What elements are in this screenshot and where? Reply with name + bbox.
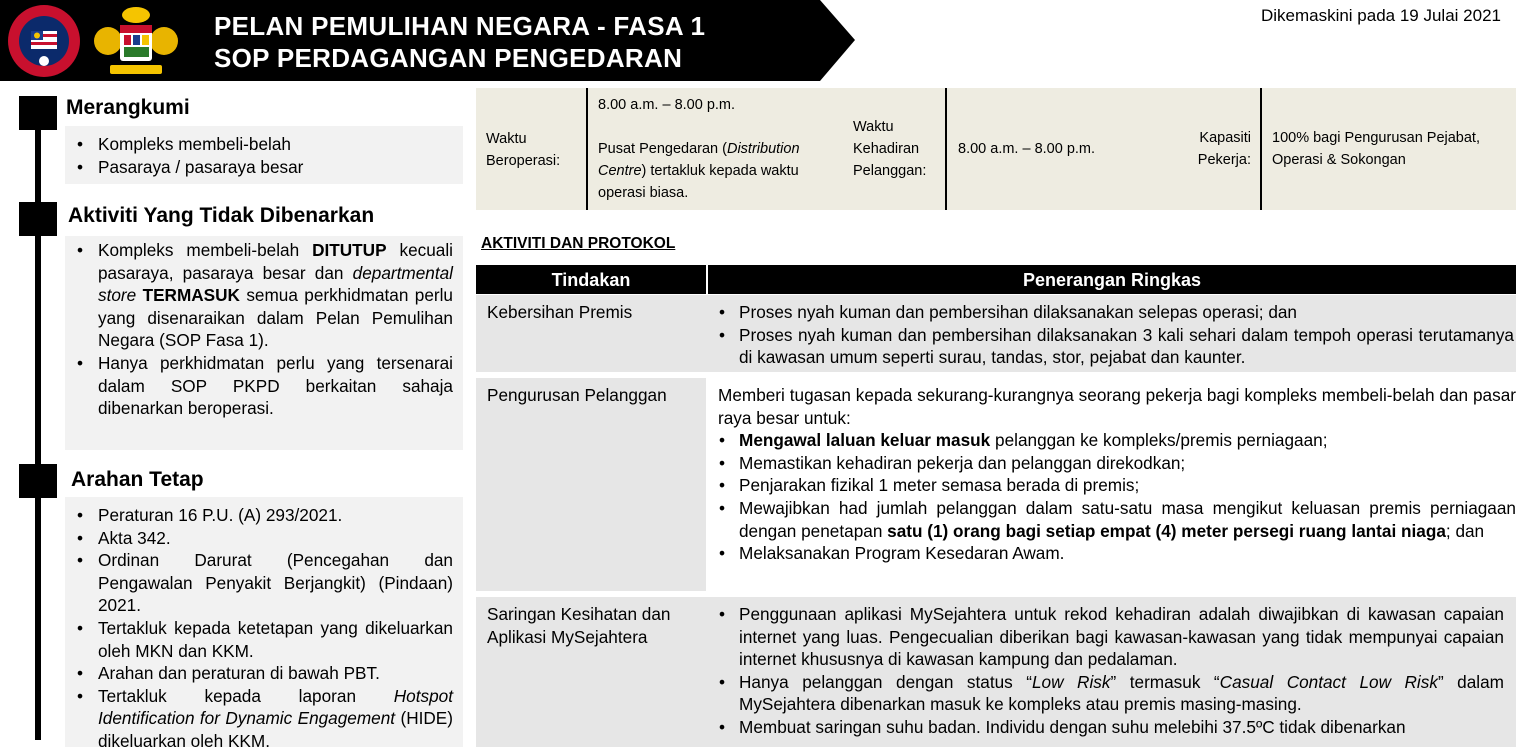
list-item: • Kompleks membeli-belah DITUTUP kecuali pasaraya, pasaraya besar dan departmental store TERMASUK semua perkhidmatan perlu yang disenaraikan dalam Pelan Pemulihan Negara (SOP Fasa 1). [65,239,453,352]
kapasiti-pekerja-value: 100% bagi Pengurusan Pejabat, Operasi & Sokongan [1272,130,1480,168]
arahan-tetap-panel [65,497,463,751]
updated-date: Dikemaskini pada 19 Julai 2021 [1260,6,1501,25]
protocol-section-title: AKTIVITI DAN PROTOKOL [481,235,676,252]
row-label: Saringan Kesihatan dan Aplikasi MySejahtera [487,604,671,647]
row-description [708,295,1516,372]
section-title-merangkumi: Merangkumi [66,96,190,119]
list-item: • Proses nyah kuman dan pembersihan dilaksanakan 3 kali sehari dalam tempoh operasi terutamanya di kawasan umum seperti surau, tandas, stor, pejabat dan kaunter. [718,324,1514,369]
row-label-bg [476,378,706,591]
list-item: • Memastikan kehadiran pekerja dan pelanggan direkodkan; [718,452,1516,475]
list-item: • Membuat saringan suhu badan. Individu dengan suhu melebihi 37.5ºC tidak dibenarkan [718,716,1504,739]
waktu-kehadiran-time: 8.00 a.m. – 8.00 p.m. [958,141,1096,157]
row-description [708,597,1516,747]
list-item: • Penggunaan aplikasi MySejahtera untuk rekod kehadiran adalah diwajibkan di kawasan capaian internet yang luas. Pengecualian diberikan bagi kawasan-kawasan yang tidak mempunyai capaian internet khususnya di kawasan kampung dan pedalaman. [718,603,1504,671]
column-header-penerangan: Penerangan Ringkas [708,265,1516,294]
list-item: • Ordinan Darurat (Pencegahan dan Pengawalan Penyakit Berjangkit) (Pindaan) 2021. [65,549,453,617]
nsc-logo-icon [4,3,84,79]
tidak-dibenarkan-panel [65,236,463,450]
row-label: Pengurusan Pelanggan [487,385,667,405]
waktu-operasi-label: Waktu Beroperasi: [486,131,561,169]
list-item: • Pasaraya / pasaraya besar [65,156,453,179]
list-item: • Kompleks membeli-belah [65,133,453,156]
list-item: • Mewajibkan had jumlah pelanggan dalam satu-satu masa mengikut keluasan premis perniagaan dengan penetapan satu (1) orang bagi setiap empat (4) meter persegi ruang lantai niaga; dan [718,497,1516,542]
distribution-centre-note: Pusat Pengedaran (Distribution Centre) tertakluk kepada waktu operasi biasa. [598,141,800,201]
row-description [708,384,1516,565]
column-header-tindakan: Tindakan [476,265,706,294]
timeline-marker [19,96,57,130]
list-item: • Melaksanakan Program Kesedaran Awam. [718,542,1516,565]
list-item: • Proses nyah kuman dan pembersihan dilaksanakan selepas operasi; dan [718,301,1514,324]
divider [586,88,588,210]
list-item: • Penjarakan fizikal 1 meter semasa berada di premis; [718,474,1516,497]
operating-info-table [476,88,1516,210]
waktu-kehadiran-label: Waktu Kehadiran Pelanggan: [853,119,927,179]
list-item: • Hanya perkhidmatan perlu yang tersenarai dalam SOP PKPD berkaitan sahaja dibenarkan beroperasi. [65,352,453,420]
kapasiti-pekerja-label: Kapasiti Pekerja: [1197,130,1251,168]
timeline-marker [19,202,57,236]
timeline-marker [19,464,57,498]
page-title-line2: SOP PERDAGANGAN PENGEDARAN [214,43,683,73]
list-item: • Tertakluk kepada ketetapan yang dikeluarkan oleh MKN dan KKM. [65,617,453,662]
table-row [476,597,1516,747]
table-row [476,295,1516,372]
list-item: • Tertakluk kepada laporan Hotspot Identification for Dynamic Engagement (HIDE) dikeluarkan oleh KKM. [65,685,453,753]
table-row [476,378,1516,591]
section-title-arahan-tetap: Arahan Tetap [71,468,204,491]
row-label: Kebersihan Premis [487,302,633,322]
divider [945,88,947,210]
coat-of-arms-icon [88,3,184,79]
list-item: • Mengawal laluan keluar masuk pelanggan ke kompleks/premis perniagaan; [718,429,1516,452]
merangkumi-panel [65,126,463,184]
waktu-operasi-time: 8.00 a.m. – 8.00 p.m. [598,97,736,113]
list-item: • Peraturan 16 P.U. (A) 293/2021. [65,504,453,527]
divider [1260,88,1262,210]
page-title-line1: PELAN PEMULIHAN NEGARA - FASA 1 [214,11,706,41]
header-banner [0,0,855,81]
section-title-tidak-dibenarkan: Aktiviti Yang Tidak Dibenarkan [68,204,375,227]
list-item: • Akta 342. [65,527,453,550]
list-item: • Arahan dan peraturan di bawah PBT. [65,662,453,685]
row-intro: Memberi tugasan kepada sekurang-kurangnya seorang pekerja bagi kompleks membeli-belah dan pasar raya besar untuk: [718,385,1516,428]
list-item: • Hanya pelanggan dengan status “Low Risk” termasuk “Casual Contact Low Risk” dalam MySejahtera dibenarkan masuk ke kompleks atau premis masing-masing. [718,671,1504,716]
